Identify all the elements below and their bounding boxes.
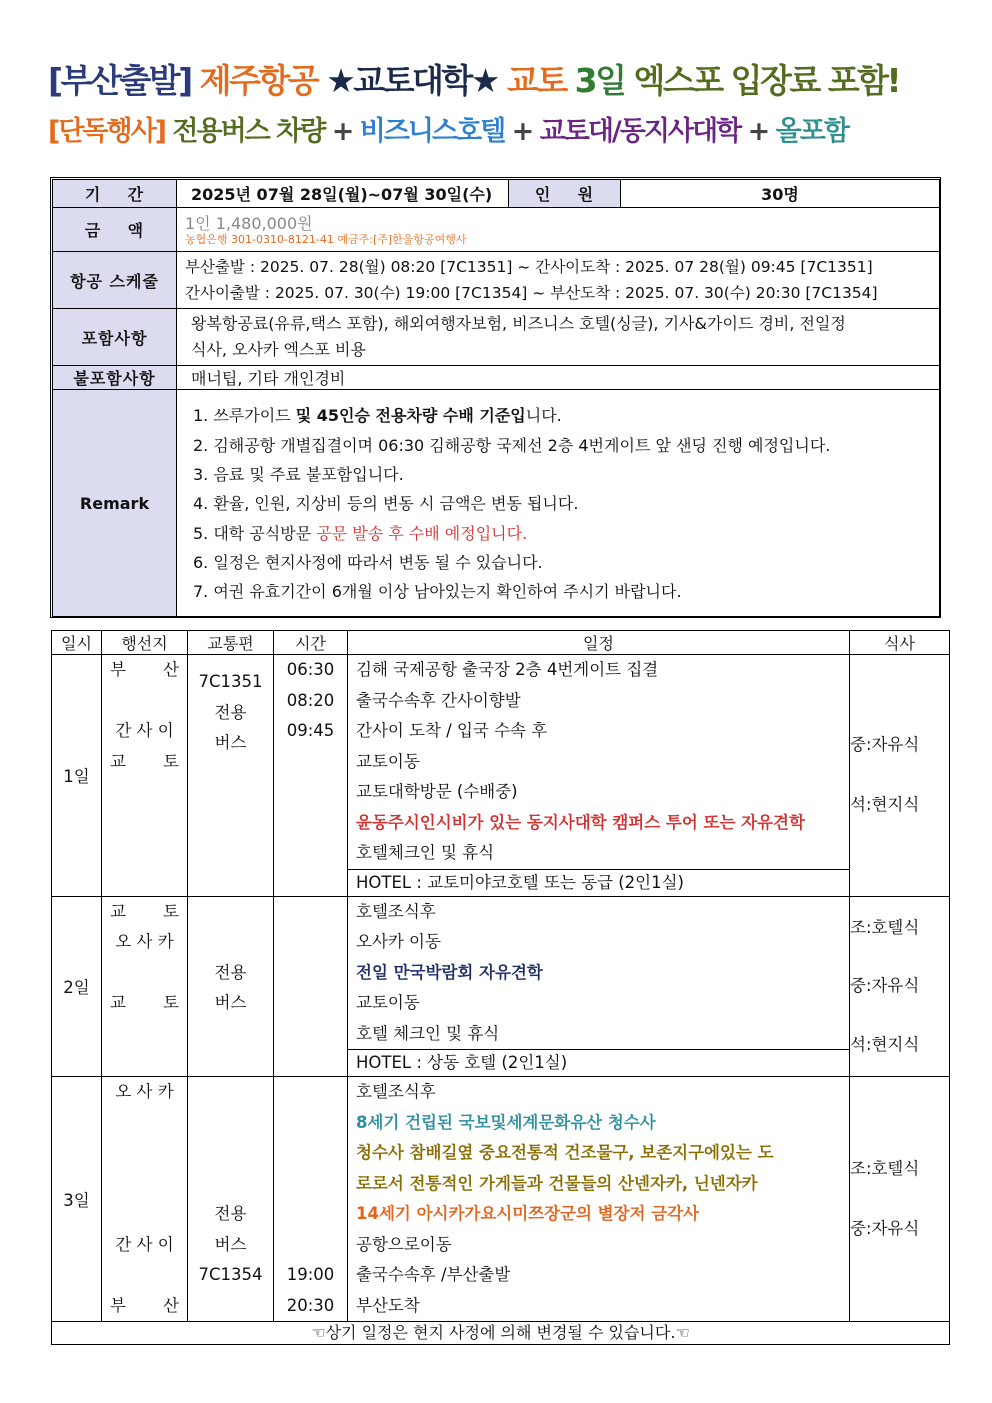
day1-label: 1일	[52, 655, 102, 897]
people-value: 30명	[621, 180, 940, 208]
transport-entry: 7C1351	[198, 672, 263, 691]
meal-entry: 중:자유식	[850, 1219, 920, 1238]
place-char: 토	[163, 993, 179, 1012]
schedule-item-highlight: 로로서 전통적인 가게들과 건물들의 산넨자카, 닌넨자카	[356, 1173, 758, 1193]
place-entry	[102, 897, 187, 928]
info-table	[52, 179, 940, 617]
price-value: 1인 1,480,000원	[185, 213, 313, 233]
schedule-item-highlight: 청수사 참배길옆 중요전통적 건조물구, 보존지구에있는 도	[356, 1143, 774, 1162]
day3-label: 3일	[52, 1077, 102, 1322]
col-header-place: 행선지	[102, 631, 188, 655]
day1-times	[274, 655, 348, 897]
remark-item: 6. 일정은 현지사정에 따라서 변동 될 수 있습니다.	[193, 552, 543, 572]
schedule-item: 호텔체크인 및 휴식	[356, 843, 495, 862]
remark-text: 5. 대학 공식방문	[193, 523, 317, 543]
day1-places	[102, 655, 188, 897]
schedule-item: 부산도착	[356, 1295, 420, 1315]
day2-places	[102, 896, 188, 1077]
hotel-info: HOTEL : 상동 호텔 (2인1실)	[348, 1049, 849, 1076]
day2-meals	[850, 896, 950, 1077]
subtitle-part-hotel: 비즈니스호텔	[359, 116, 505, 147]
day1-meals	[850, 655, 950, 897]
place-char: 부	[110, 660, 126, 679]
place-entry	[102, 1291, 187, 1322]
schedule-item: 김해 국제공항 출국장 2층 4번게이트 집결	[356, 660, 659, 679]
transport-entry: 전용	[214, 1204, 247, 1223]
flight-line-outbound: 부산출발 : 2025. 07. 28(월) 08:20 [7C1351] ~ 간사이도착 : 2025. 07 28(월) 09:45 [7C1351]	[185, 258, 873, 276]
page-subtitle	[48, 110, 968, 154]
schedule-item: 출국수속후 /부산출발	[356, 1265, 511, 1284]
day3-meals	[850, 1077, 950, 1322]
schedule-item-highlight: 8세기 건립된 국보및세계문화유산 청수사	[356, 1112, 656, 1132]
price-label: 금 액	[53, 208, 177, 252]
transport-entry: 버스	[214, 1234, 247, 1254]
subtitle-part-exclusive: [단독행사]	[48, 116, 166, 147]
col-header-meal: 식사	[850, 631, 950, 655]
remark-item: 3. 음료 및 주료 불포함입니다.	[193, 465, 404, 485]
place-char: 교	[110, 901, 126, 921]
remark-text: 1. 쓰루가이드	[193, 406, 296, 426]
schedule-item: 호텔조식후	[356, 901, 436, 921]
subtitle-part-universities: 교토대/동지사대학	[539, 116, 741, 147]
schedule-item-highlight: 14세기 아시카가요시미쯔장군의 별장저 금각사	[356, 1204, 700, 1223]
schedule-item: 공항으로이동	[356, 1234, 452, 1254]
place-entry: 오 사 카	[115, 932, 174, 951]
include-line: 식사, 오사카 엑스포 비용	[191, 340, 366, 359]
col-header-transport: 교통편	[188, 631, 274, 655]
schedule-item: 오사카 이동	[356, 932, 441, 951]
title-part-airline: 제주항공	[190, 61, 327, 100]
title-part-expo: 엑스포 입장료 포함!	[633, 61, 900, 100]
meal-entry: 조:호텔식	[850, 1158, 920, 1178]
day1-schedule	[348, 655, 850, 897]
transport-entry: 전용	[214, 962, 247, 982]
remark-item: 4. 환율, 인원, 지상비 등의 변동 시 금액은 변동 됩니다.	[193, 494, 579, 514]
itinerary-table	[51, 630, 950, 1345]
meal-entry: 석:현지식	[850, 795, 920, 815]
day2-times	[274, 896, 348, 1077]
title-part-departure: [부산출발]	[48, 61, 191, 100]
remark-label: Remark	[53, 390, 177, 617]
remark-text: 니다.	[525, 406, 562, 426]
title-part-city: 교토	[497, 61, 575, 100]
schedule-item: 호텔 체크인 및 휴식	[356, 1023, 500, 1043]
subtitle-part-all-included: 올포함	[775, 116, 848, 147]
place-entry: 오 사 카	[115, 1082, 174, 1101]
remark-item	[193, 401, 931, 430]
bank-info: 농협은행 301-0310-8121-41 예금주:[주]한울항공여행사	[185, 232, 467, 246]
schedule-item: 간사이 도착 / 입국 수속 후	[356, 721, 548, 740]
place-entry	[102, 655, 187, 686]
place-char: 산	[163, 1295, 179, 1315]
time-entry: 19:00	[286, 1265, 335, 1284]
col-header-day: 일시	[52, 631, 102, 655]
place-char: 토	[163, 901, 179, 921]
day2-transport	[188, 896, 274, 1077]
transport-entry: 버스	[214, 733, 247, 752]
place-entry: 간 사 이	[115, 721, 174, 740]
meal-entry: 석:현지식	[850, 1034, 920, 1054]
transport-entry: 전용	[214, 702, 247, 722]
title-part-days: 3일	[574, 61, 634, 100]
schedule-item: 교토대학방문 (수배중)	[356, 782, 518, 801]
remark-item	[193, 519, 931, 548]
title-part-university: ★교토대학★	[326, 61, 498, 100]
place-char: 부	[110, 1295, 126, 1315]
day3-transport	[188, 1077, 274, 1322]
flight-cell	[177, 252, 940, 309]
page-title	[48, 56, 968, 106]
time-entry: 08:20	[286, 690, 335, 710]
remark-cell	[177, 390, 940, 617]
subtitle-part-bus: 전용버스 차량	[165, 116, 332, 147]
schedule-item: 교토이동	[356, 751, 420, 771]
hotel-info: HOTEL : 교토미야코호텔 또는 동급 (2인1실)	[348, 869, 849, 896]
remark-item: 2. 김해공항 개별집결이며 06:30 김해공항 국제선 2층 4번게이트 앞 샌딩 진행 예정입니다.	[193, 435, 831, 455]
schedule-item-highlight: 윤동주시인시비가 있는 동지사대학 캠퍼스 투어 또는 자유견학	[356, 812, 805, 832]
place-char: 교	[110, 751, 126, 771]
day3-times	[274, 1077, 348, 1322]
transport-entry: 7C1354	[198, 1265, 263, 1284]
day2-row	[52, 896, 950, 1077]
include-label: 포함사항	[53, 309, 177, 366]
itinerary-footer-note: ☜상기 일정은 현지 사정에 의해 변경될 수 있습니다.☜	[52, 1322, 950, 1345]
meal-entry: 조:호텔식	[850, 917, 920, 937]
remark-red-text: 공문 발송 후 수배 예정입니다.	[316, 523, 528, 543]
schedule-item: 호텔조식후	[356, 1082, 436, 1101]
place-char: 산	[163, 660, 179, 679]
day3-row	[52, 1077, 950, 1322]
exclude-value: 매너팁, 기타 개인경비	[177, 366, 940, 390]
day3-places	[102, 1077, 188, 1322]
time-entry: 09:45	[286, 721, 335, 740]
include-cell	[177, 309, 940, 366]
period-value: 2025년 07월 28일(월)~07월 30일(수)	[177, 180, 509, 208]
exclude-label: 불포함사항	[53, 366, 177, 390]
include-line: 왕복항공료(유류,택스 포함), 해외여행자보험, 비즈니스 호텔(싱글), 기사&가이드 경비, 전일정	[191, 314, 846, 333]
remark-list	[191, 391, 931, 614]
remark-bold: 및 45인승 전용차량 수배 기준입	[295, 406, 526, 426]
col-header-schedule: 일정	[348, 631, 850, 655]
place-entry	[102, 747, 187, 778]
place-char: 토	[163, 751, 179, 771]
schedule-item: 출국수속후 간사이향발	[356, 690, 521, 710]
day2-schedule	[348, 896, 850, 1077]
day2-label: 2일	[52, 896, 102, 1077]
subtitle-plus: +	[504, 116, 540, 147]
col-header-time: 시간	[274, 631, 348, 655]
meal-entry: 중:자유식	[850, 976, 920, 995]
transport-entry: 버스	[214, 993, 247, 1012]
meal-entry: 중:자유식	[850, 734, 920, 754]
flight-label: 항공 스케줄	[53, 252, 177, 309]
day3-schedule	[348, 1077, 850, 1322]
subtitle-plus: +	[740, 116, 776, 147]
schedule-item: 교토이동	[356, 993, 420, 1012]
place-char: 교	[110, 993, 126, 1012]
period-label: 기 간	[53, 180, 177, 208]
time-entry: 06:30	[286, 660, 335, 679]
price-cell	[177, 208, 940, 252]
flight-line-return: 간사이출발 : 2025. 07. 30(수) 19:00 [7C1354] ~ 부산도착 : 2025. 07. 30(수) 20:30 [7C1354]	[185, 284, 878, 302]
day1-transport	[188, 655, 274, 897]
schedule-item-highlight: 전일 만국박람회 자유견학	[356, 962, 543, 982]
remark-item: 7. 여권 유효기간이 6개월 이상 남아있는지 확인하여 주시기 바랍니다.	[193, 582, 682, 602]
subtitle-plus: +	[331, 116, 360, 147]
day1-row	[52, 655, 950, 897]
time-entry: 20:30	[286, 1295, 335, 1315]
place-entry	[102, 988, 187, 1019]
place-entry: 간 사 이	[115, 1234, 174, 1254]
people-label: 인 원	[509, 180, 621, 208]
